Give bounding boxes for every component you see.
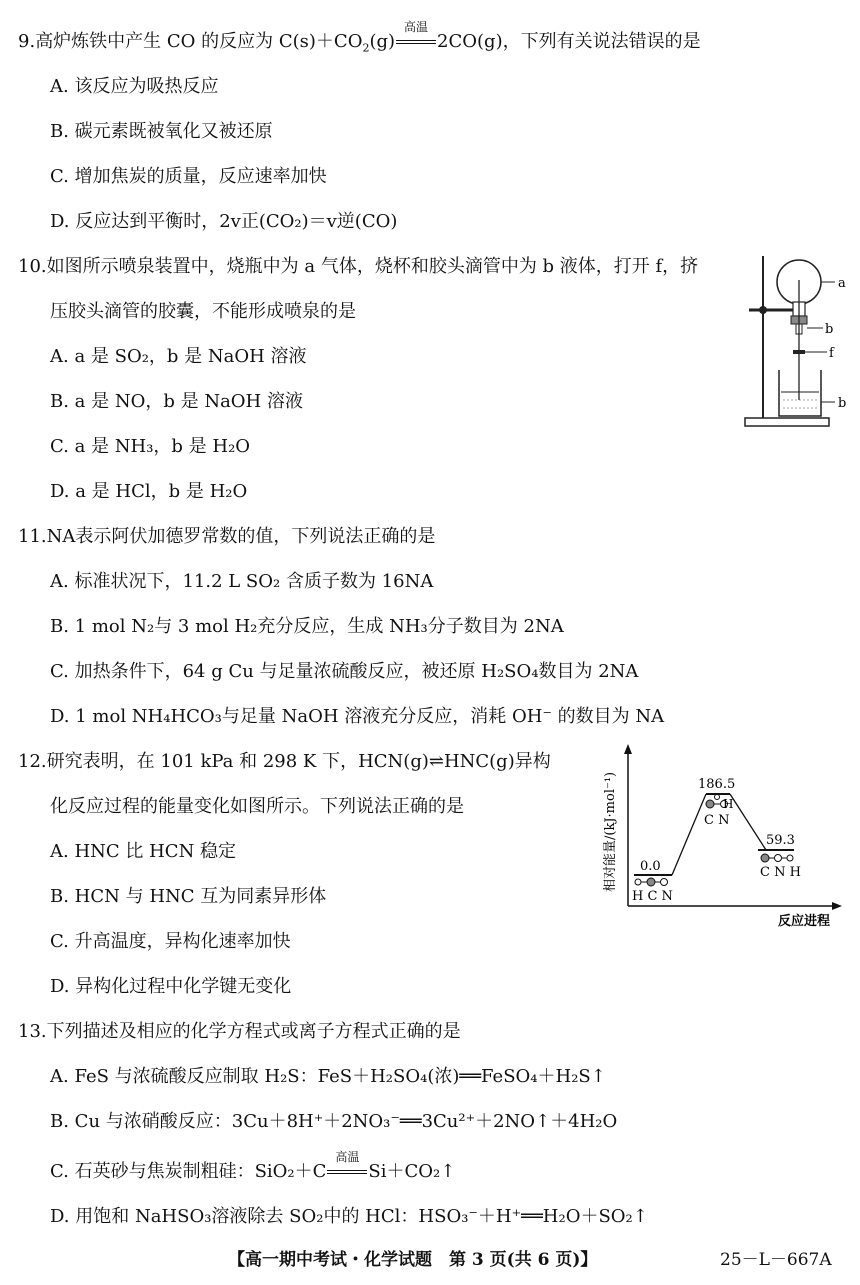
option-13b[interactable]: B. Cu 与浓硝酸反应：3Cu＋8H⁺＋2NO₃⁻══3Cu²⁺＋2NO↑＋4H₂O: [50, 1111, 618, 1132]
option-11a[interactable]: A. 标准状况下，11.2 L SO₂ 含质子数为 16NA: [50, 571, 434, 592]
fountain-apparatus-figure: [735, 250, 855, 432]
reaction-condition: 高温: [396, 30, 436, 54]
label-b-beaker: b: [838, 396, 847, 411]
energy-diagram: [598, 742, 848, 932]
footer-title: 【高一期中考试・化学试题 第 3 页(共 6 页)】: [228, 1250, 598, 1270]
stem-part: 如图所示喷泉装置中，烧瓶中为 a 气体，烧杯和胶头滴管中为 b 液体，打开 f，挤: [46, 256, 699, 277]
question-9-stem: 9.高炉炼铁中产生 CO 的反应为 $C(s)+CO_2(g)$ 高温 2CO(g)，下列有关说法错误的是: [18, 20, 701, 55]
stem-part: (g): [369, 31, 396, 52]
option-9b[interactable]: B. 碳元素既被氧化又被还原: [50, 121, 273, 142]
stem-part: NA表示阿伏加德罗常数的值，下列说法正确的是: [46, 526, 436, 547]
hcn-molecule: [635, 878, 668, 886]
level-ts-value: 186.5: [698, 777, 736, 792]
stem-part: 2CO(g)，下列有关说法错误的是: [437, 31, 701, 52]
option-9d[interactable]: D. 反应达到平衡时，2v正(CO₂)＝v逆(CO): [50, 211, 398, 232]
option-9a[interactable]: A. 该反应为吸热反应: [50, 76, 219, 97]
option-10c[interactable]: C. a 是 NH₃，b 是 H₂O: [50, 436, 251, 457]
question-12-stem: [18, 750, 551, 774]
question-10-stem-cont: 压胶头滴管的胶囊，不能形成喷泉的是: [50, 301, 356, 322]
level-hnc-atoms: C N H: [760, 865, 801, 880]
question-12-stem-cont: 化反应过程的能量变化如图所示。下列说法正确的是: [50, 796, 464, 817]
option-10d[interactable]: D. a 是 HCl，b 是 H₂O: [50, 481, 248, 502]
option-12c[interactable]: C. 升高温度，异构化速率加快: [50, 931, 291, 952]
stem-part: 研究表明，在 101 kPa 和 298 K 下，HCN(g)⇌HNC(g)异构: [46, 751, 551, 772]
y-axis-label: 相对能量/(kJ·mol⁻¹): [603, 771, 618, 892]
option-13d[interactable]: D. 用饱和 NaHSO₃溶液除去 SO₂中的 HCl：HSO₃⁻＋H⁺══H₂O＋SO₂↑: [50, 1206, 648, 1227]
question-number: 10.: [18, 256, 47, 277]
question-13-stem: [18, 1020, 461, 1044]
label-f: f: [829, 346, 834, 361]
x-axis-label: 反应进程: [778, 914, 831, 929]
level-ts-atom-top: H: [723, 797, 734, 811]
stem-part: 下列描述及相应的化学方程式或离子方程式正确的是: [46, 1021, 461, 1042]
question-11-stem: [18, 525, 435, 549]
option-13c[interactable]: [50, 1150, 456, 1184]
option-11d[interactable]: D. 1 mol NH₄HCO₃与足量 NaOH 溶液充分反应，消耗 OH⁻ 的数目为 NA: [50, 706, 665, 727]
option-12a[interactable]: A. HNC 比 HCN 稳定: [50, 841, 237, 862]
option-10a[interactable]: A. a 是 SO₂，b 是 NaOH 溶液: [50, 346, 307, 367]
question-number: 9.: [18, 31, 36, 52]
reaction-condition: 高温: [327, 1160, 367, 1184]
stem-part: 高炉炼铁中产生 CO 的反应为 C(s)＋CO: [35, 31, 363, 52]
option-12d[interactable]: D. 异构化过程中化学键无变化: [50, 976, 292, 997]
label-b-dropper: b: [825, 322, 834, 337]
level-ts-atoms: C N: [704, 813, 730, 828]
question-number: 12.: [18, 751, 47, 772]
option-part: C. 石英砂与焦炭制粗硅：SiO₂＋C: [50, 1161, 327, 1182]
option-11b[interactable]: B. 1 mol N₂与 3 mol H₂充分反应，生成 NH₃分子数目为 2NA: [50, 616, 564, 637]
question-number: 11.: [18, 526, 47, 547]
option-part: Si＋CO₂↑: [368, 1161, 456, 1182]
level-hcn-atoms: H C N: [632, 889, 673, 904]
question-10-stem: [18, 255, 698, 279]
label-a: a: [838, 276, 846, 291]
option-13a[interactable]: A. FeS 与浓硫酸反应制取 H₂S：FeS＋H₂SO₄(浓)══FeSO₄＋H₂S↑: [50, 1066, 606, 1087]
footer-code: 25－L－667A: [720, 1250, 832, 1270]
hnc-molecule: [761, 854, 793, 862]
option-12b[interactable]: B. HCN 与 HNC 互为同素异形体: [50, 886, 327, 907]
option-10b[interactable]: B. a 是 NO，b 是 NaOH 溶液: [50, 391, 303, 412]
option-11c[interactable]: C. 加热条件下，64 g Cu 与足量浓硫酸反应，被还原 H₂SO₄数目为 2NA: [50, 661, 639, 682]
question-number: 13.: [18, 1021, 47, 1042]
option-9c[interactable]: C. 增加焦炭的质量，反应速率加快: [50, 166, 327, 187]
level-hcn-value: 0.0: [640, 859, 661, 874]
level-hnc-value: 59.3: [766, 833, 795, 848]
